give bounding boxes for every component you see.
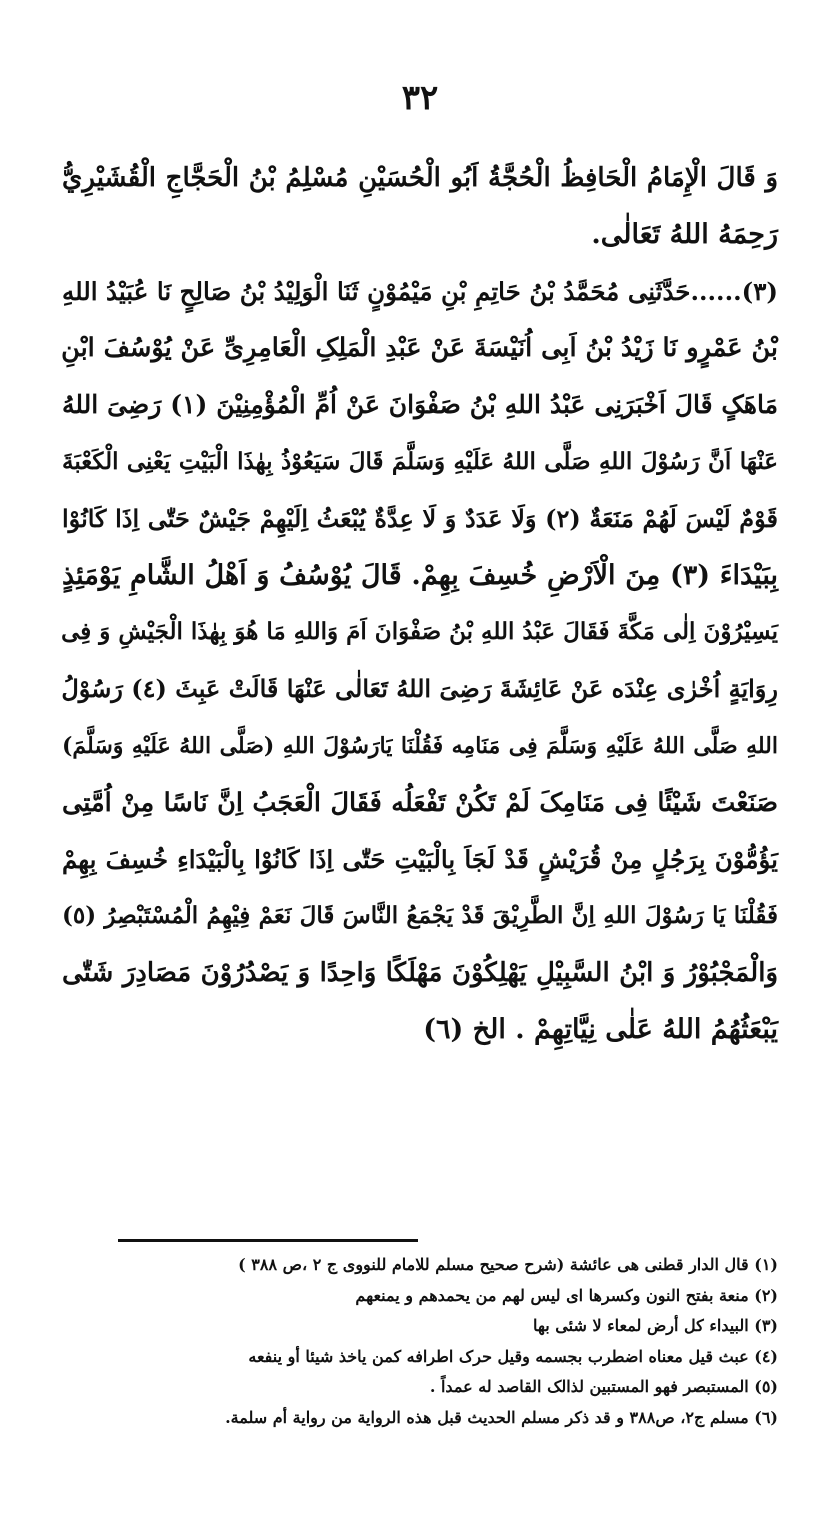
footnotes (62, 1250, 778, 1433)
text-line: بِبَیْدَاءَ (٣) مِنَ الْاَرْضِ خُسِفَ بِهِمْ. قَالَ یُوْسُفُ وَ اَهْلُ الشَّامِ یَوْمَئِذٍ (62, 559, 778, 591)
footnote-6: (٦) مسلم ج٢، ص٣٨٨ و قد ذکر مسلم الحدیث قبل هذه الروایة من روایة أم سلمة. (225, 1407, 778, 1427)
footnote-divider (118, 1239, 418, 1242)
text-line: یَبْعَثُهُمُ اللهُ عَلٰی نِیَّاتِهِمْ . الخ (٦) (423, 1013, 778, 1045)
text-line: قَوْمٌ لَیْسَ لَهُمْ مَنَعَةٌ (٢) وَلَا عَدَدٌ وَ لَا عِدَّةٌ یُبْعَثُ اِلَیْهِمْ جَیْشٌ حَتّٰی اِذَا کَانُوْا (62, 503, 778, 533)
text-line: بْنُ عَمْرٍو نَا زَیْدُ بْنُ اَبِی اُنَیْسَةَ عَنْ عَبْدِ الْمَلِکِ الْعَامِرِیِّ عَنْ یُوْسُفَ ابْنِ (61, 333, 778, 364)
text-line: یَؤُمُّوْنَ بِرَجُلٍ مِنْ قُرَیْشٍ قَدْ لَجَاَ بِالْبَیْتِ حَتّٰی اِذَا کَانُوْا بِالْبَیْدَاءِ خُسِفَ بِهِمْ (62, 844, 778, 874)
text-line: وَالْمَجْبُوْرُ وَ ابْنُ السَّبِیْلِ یَهْلِکُوْنَ مَهْلَکًا وَاحِدًا وَ یَصْدُرُوْنَ مَصَادِرَ شَتّٰی (62, 958, 778, 989)
text-line: عَنْهَا اَنَّ رَسُوْلَ اللهِ صَلَّی اللهُ عَلَیْهِ وَسَلَّمَ قَالَ سَیَعُوْذُ بِهٰذَا الْبَیْتِ یَعْنِی الْکَعْبَةَ (62, 447, 778, 475)
text-line: یَسِیْرُوْنَ اِلٰی مَکَّةَ فَقَالَ عَبْدُ اللهِ بْنُ صَفْوَانَ اَمَ وَاللهِ مَا هُوَ بِهٰذَا الْجَیْشِ وَ فِی (61, 618, 778, 646)
text-line: فَقُلْنَا یَا رَسُوْلَ اللهِ اِنَّ الطَّرِیْقَ قَدْ یَجْمَعُ النَّاسَ قَالَ نَعَمْ فِیْهِمُ الْمُسْتَبْصِرُ (٥) (62, 902, 778, 930)
text-line: رِوَایَةٍ اُخْرٰی عِنْدَه عَنْ عَائِشَةَ رَضِیَ اللهُ تَعَالٰی عَنْهَا قَالَتْ عَبِثَ (٤) رَسُوْلُ (61, 674, 778, 704)
text-line: اللهِ صَلَّی اللهُ عَلَیْهِ وَسَلَّمَ فِی مَنَامِه فَقُلْنَا یَارَسُوْلَ اللهِ (صَلَّی اللهُ عَلَیْهِ وَسَلَّمَ) (62, 732, 778, 759)
page-number: ٣٢ (401, 78, 439, 118)
text-line: صَنَعْتَ شَیْئًا فِی مَنَامِکَ لَمْ تَکُنْ تَفْعَلُه فَقَالَ الْعَجَبُ اِنَّ نَاسًا مِنْ اُمَّتِی (62, 787, 778, 818)
footnote-2: (٢) منعة بفتح النون وكسرها ای لیس لهم من یحمدهم و یمنعهم (355, 1285, 778, 1305)
text-line: وَ قَالَ الْإِمَامُ الْحَافِظُ الْحُجَّةُ اَبُو الْحُسَيْنِ مُسْلِمُ بْنُ الْحَجَّاجِ الْقُشَيْرِيُّ (62, 163, 778, 193)
hadith-text (62, 150, 778, 1059)
footnote-4: (٤) عبث قیل معناه اضطرب بجسمه وقیل حرک اطرافه کمن یاخذ شیئا أو ینفعه (248, 1346, 778, 1366)
footnote-3: (٣) البیداء كل أرض لمعاء لا شئی بها (533, 1316, 778, 1335)
text-line: مَاهَکٍ قَالَ اَخْبَرَنِی عَبْدُ اللهِ بْنُ صَفْوَانَ عَنْ اُمِّ الْمُؤْمِنِیْنَ (١) رَضِیَ اللهُ (62, 390, 779, 420)
text-line: رَحِمَهُ اللهُ تَعَالٰی. (591, 218, 778, 250)
footnote-5: (٥) المستبصر فهو المستبین لذالک القاصد له عمداً . (429, 1377, 778, 1396)
text-line: (٣)......حَدَّثَنِی مُحَمَّدُ بْنُ حَاتِمِ بْنِ مَیْمُوْنٍ ثَنَا الْوَلِیْدُ بْنُ صَالِحٍ نَا عُبَیْدُ اللهِ (62, 276, 778, 306)
footnote-1: (١) قال الدار قطنی هی عائشة (شرح صحیح مسلم للامام للنووی ج ٢ ،ص ٣٨٨ ) (238, 1255, 778, 1274)
